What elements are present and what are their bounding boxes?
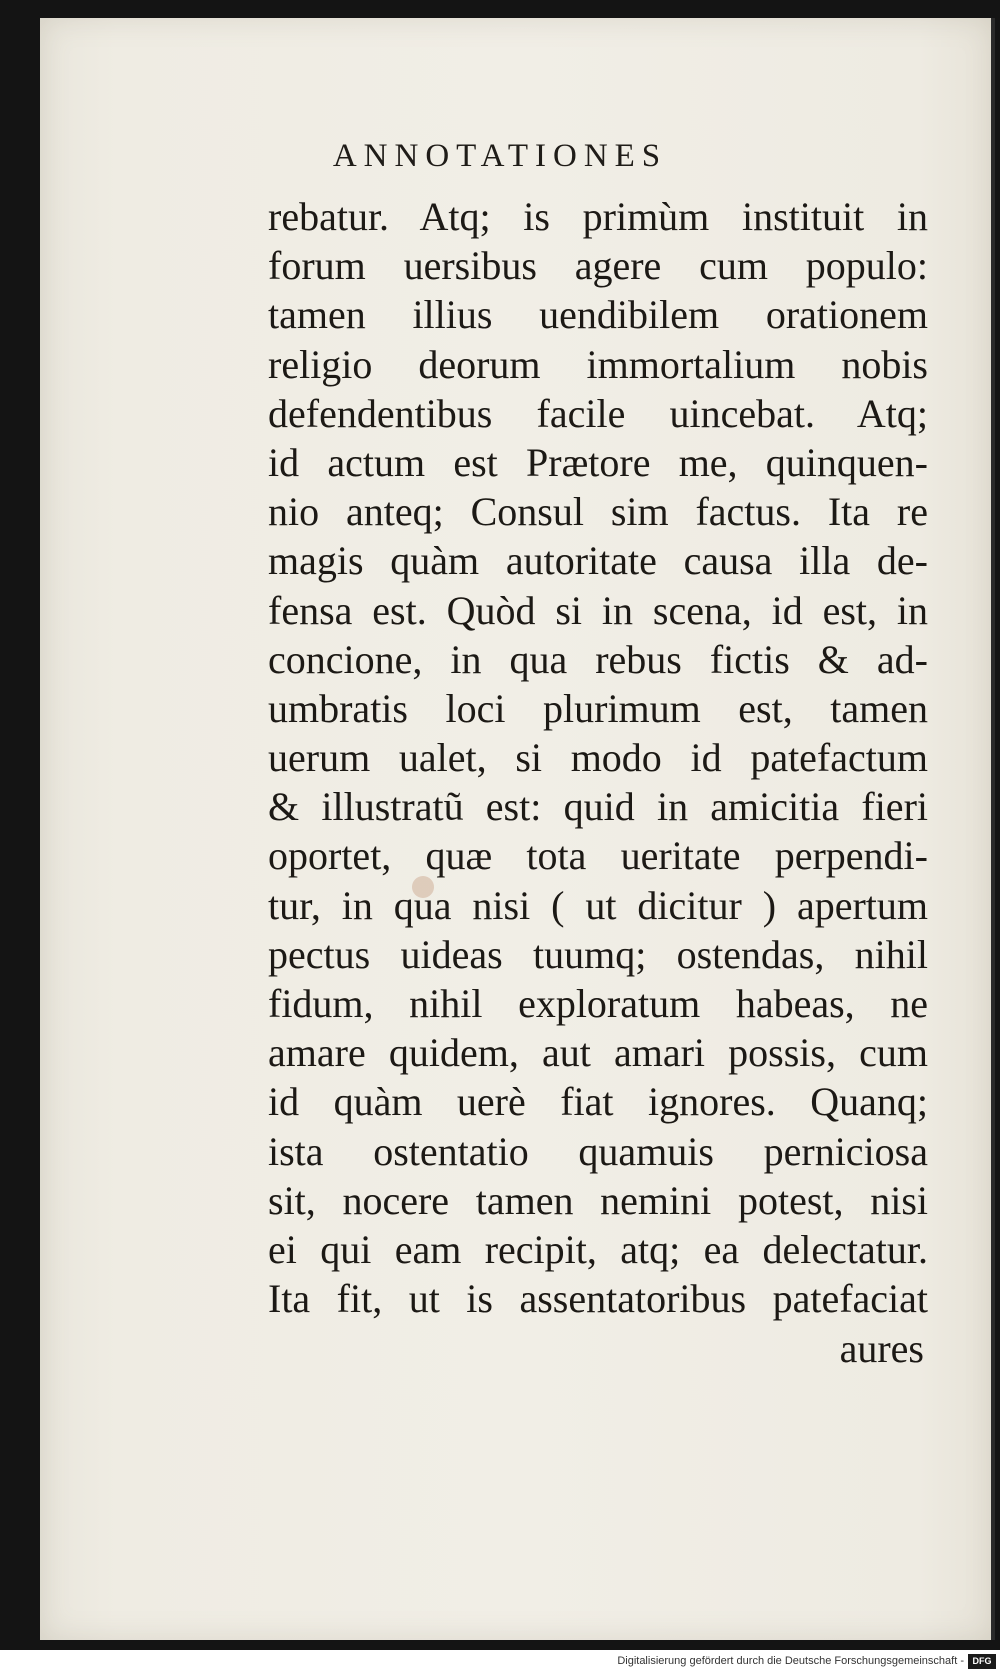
text-line: fensa est. Quòd si in scena, id est, in [268,587,928,633]
text-line: ei qui eam recipit, atq; ea delectatur. [268,1226,928,1272]
text-line: rebatur. Atq; is primùm instituit in [268,194,928,239]
footer-bar [0,1650,1000,1675]
text-line: Ita fit, ut is assentatoribus patefaciat [268,1276,928,1322]
paper-stain [412,876,434,898]
text-line: nio anteq; Consul sim factus. Ita re [268,489,928,535]
text-line: forum uersibus agere cum populo: [268,243,928,289]
page-edge [991,18,995,1640]
text-line: fidum, nihil exploratum habeas, ne [268,981,928,1026]
dfg-logo: DFG [968,1654,996,1669]
text-line: defendentibus facile uincebat. Atq; [268,390,928,436]
funding-credit: Digitalisierung gefördert durch die Deutsche Forschungsgemeinschaft - [617,1655,964,1667]
text-line: tur, in qua nisi ( ut dicitur ) apertum [268,882,928,928]
text-line: id actum est Prætore me, quinquen- [268,439,928,485]
text-line: religio deorum immortalium nobis [268,341,928,387]
text-line: & illustratũ est: quid in amicitia fieri [268,784,928,830]
text-line: concione, in qua rebus fictis & ad- [268,636,928,682]
running-head: ANNOTATIONES [332,138,668,174]
text-line: oportet, quæ tota ueritate perpendi- [268,833,928,879]
text-line: sit, nocere tamen nemini potest, nisi [268,1177,928,1223]
text-line: tamen illius uendibilem orationem [268,292,928,338]
text-block [268,192,928,1323]
text-line: id quàm uerè fiat ignores. Quanq; [268,1079,928,1125]
catchword: aures [839,1326,924,1371]
text-line: amare quidem, aut amari possis, cum [268,1030,928,1076]
text-line: pectus uideas tuumq; ostendas, nihil [268,931,928,977]
text-line: ista ostentatio quamuis perniciosa [268,1128,928,1174]
text-line: umbratis loci plurimum est, tamen [268,685,928,731]
text-line: uerum ualet, si modo id patefactum [268,735,928,781]
text-line: magis quàm autoritate causa illa de- [268,538,928,584]
